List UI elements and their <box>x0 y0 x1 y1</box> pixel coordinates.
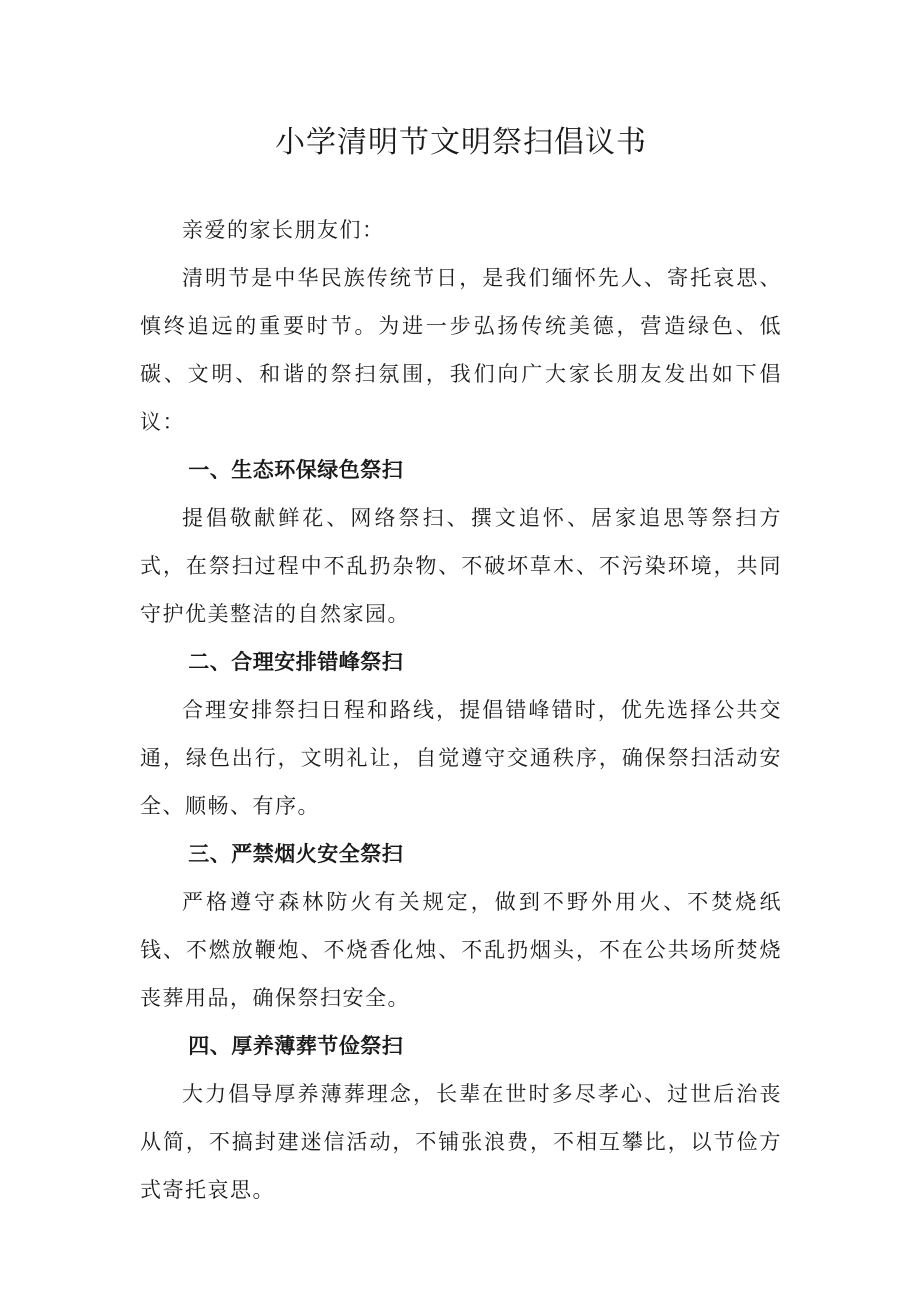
section-heading: 二、合理安排错峰祭扫 <box>188 650 404 674</box>
section-body: 提倡敬献鲜花、网络祭扫、撰文追怀、居家追思等祭扫方式，在祭扫过程中不乱扔杂物、不破坏草木、不污染环境，共同守护优美整洁的自然家园。 <box>140 506 782 626</box>
section-1 <box>140 446 782 638</box>
section-body: 合理安排祭扫日程和路线，提倡错峰错时，优先选择公共交通，绿色出行，文明礼让，自觉遵守交通秩序，确保祭扫活动安全、顺畅、有序。 <box>140 698 782 818</box>
intro-paragraph: 清明节是中华民族传统节日，是我们缅怀先人、寄托哀思、慎终追远的重要时节。为进一步弘扬传统美德，营造绿色、低碳、文明、和谐的祭扫氛围，我们向广大家长朋友发出如下倡议： <box>140 266 782 434</box>
section-heading: 四、厚养薄葬节俭祭扫 <box>188 1034 404 1058</box>
document-title: 小学清明节文明祭扫倡议书 <box>275 125 647 160</box>
section-body: 严格遵守森林防火有关规定，做到不野外用火、不焚烧纸钱、不燃放鞭炮、不烧香化烛、不乱扔烟头，不在公共场所焚烧丧葬用品，确保祭扫安全。 <box>140 890 782 1010</box>
section-2 <box>140 638 782 830</box>
section-body: 大力倡导厚养薄葬理念，长辈在世时多尽孝心、过世后治丧从简，不搞封建迷信活动，不铺张浪费，不相互攀比，以节俭方式寄托哀思。 <box>140 1082 782 1202</box>
section-3 <box>140 830 782 1022</box>
greeting: 亲爱的家长朋友们： <box>182 218 385 242</box>
section-4 <box>140 1022 782 1214</box>
section-heading: 三、严禁烟火安全祭扫 <box>188 842 404 866</box>
section-heading: 一、生态环保绿色祭扫 <box>188 458 404 482</box>
